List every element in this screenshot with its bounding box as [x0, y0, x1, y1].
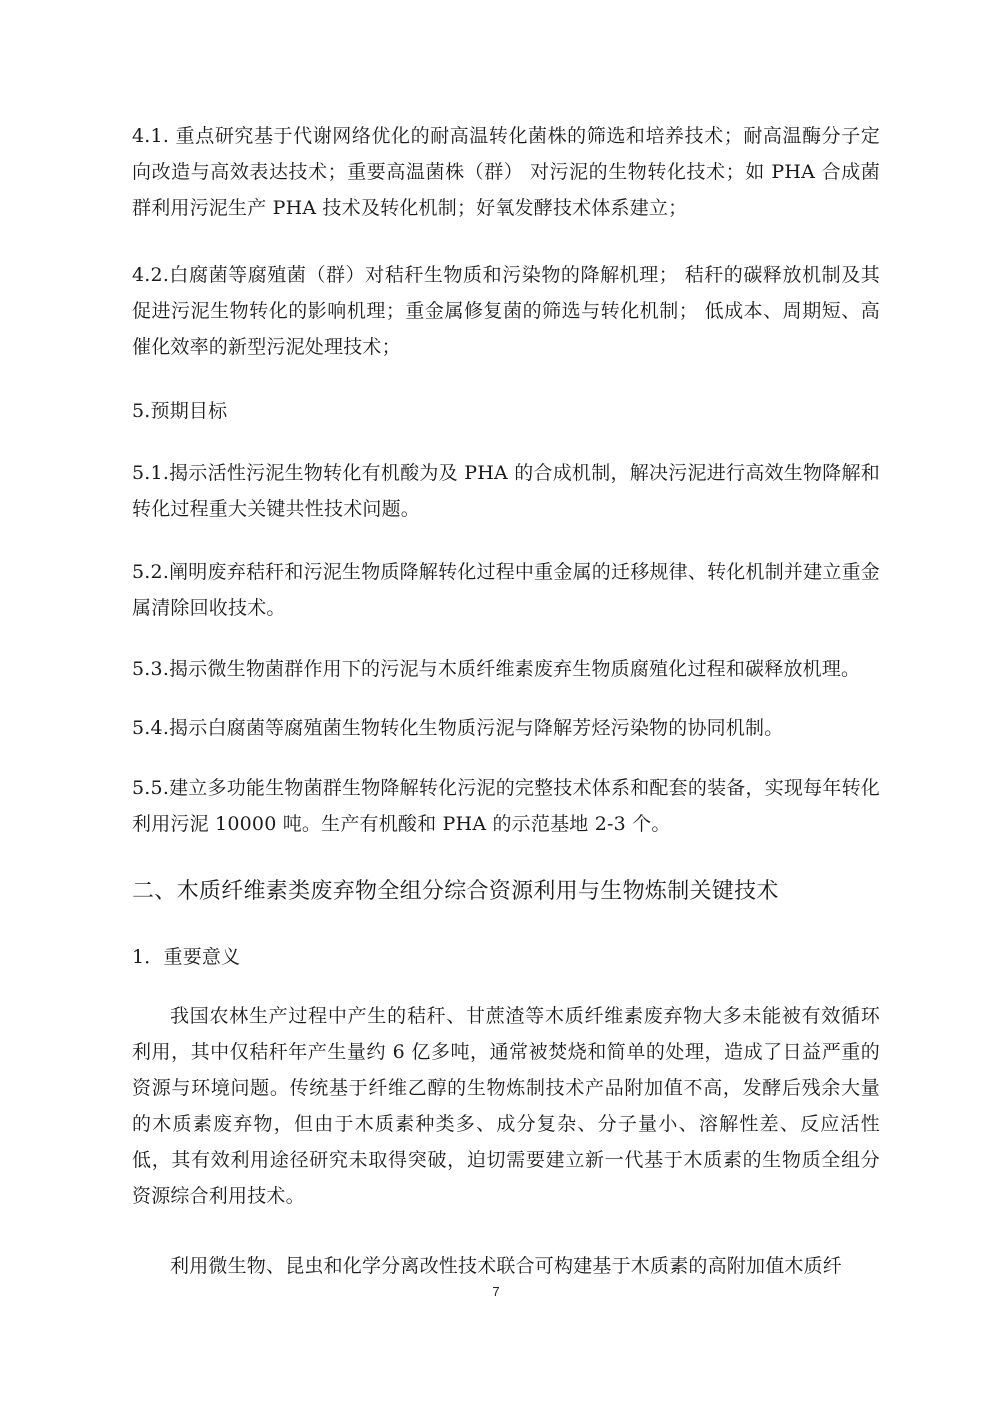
paragraph-4-2: 4.2.白腐菌等腐殖菌（群）对秸秆生物质和污染物的降解机理； 秸秆的碳释放机制及其促进污泥生物转化的影响机理；重金属修复菌的筛选与转化机制； 低成本、周期短、高催化效率的新型污泥处理技术； [132, 264, 880, 358]
section-5-heading: 5.预期目标 [132, 400, 228, 422]
section-two-title: 二、木质纤维素类废弃物全组分综合资源利用与生物炼制关键技术 [132, 879, 779, 904]
paragraph-5-4: 5.4.揭示白腐菌等腐殖菌生物转化生物质污泥与降解芳烃污染物的协同机制。 [132, 717, 784, 739]
paragraph-5-3: 5.3.揭示微生物菌群作用下的污泥与木质纤维素废弃生物质腐殖化过程和碳释放机理。 [132, 658, 861, 680]
page-number: 7 [492, 1284, 500, 1299]
section-two-body-2: 利用微生物、昆虫和化学分离改性技术联合可构建基于木质素的高附加值木质纤 [170, 1255, 843, 1277]
section-two-body-1: 我国农林生产过程中产生的秸秆、甘蔗渣等木质纤维素废弃物大多未能被有效循环利用，其中仅秸秆年产生量约 6 亿多吨，通常被焚烧和简单的处理，造成了日益严重的资源与环境问题。传统基于纤维乙醇的生物炼制技术产品附加值不高，发酵后残余大量的木质素废弃物，但由于木质素种类多、成分复杂、分子量小、溶解性差、反应活性低，其有效利用途径研究未取得突破，迫切需要建立新一代基于木质素的生物质全组分资源综合利用技术。 [132, 1005, 880, 1207]
paragraph-4-1: 4.1. 重点研究基于代谢网络优化的耐高温转化菌株的筛选和培养技术；耐高温酶分子定向改造与高效表达技术；重要高温菌株（群） 对污泥的生物转化技术；如 PHA 合成菌群利用污泥生产 PHA 技术及转化机制；好氧发酵技术体系建立； [132, 125, 880, 219]
paragraph-5-2: 5.2.阐明废弃秸秆和污泥生物质降解转化过程中重金属的迁移规律、转化机制并建立重金属清除回收技术。 [132, 561, 880, 619]
paragraph-5-1: 5.1.揭示活性污泥生物转化有机酸为及 PHA 的合成机制，解决污泥进行高效生物降解和转化过程重大关键共性技术问题。 [132, 462, 880, 520]
paragraph-5-5: 5.5.建立多功能生物菌群生物降解转化污泥的完整技术体系和配套的装备，实现每年转化利用污泥 10000 吨。生产有机酸和 PHA 的示范基地 2-3 个。 [132, 777, 880, 835]
section-two-subheading: 1．重要意义 [132, 946, 241, 968]
